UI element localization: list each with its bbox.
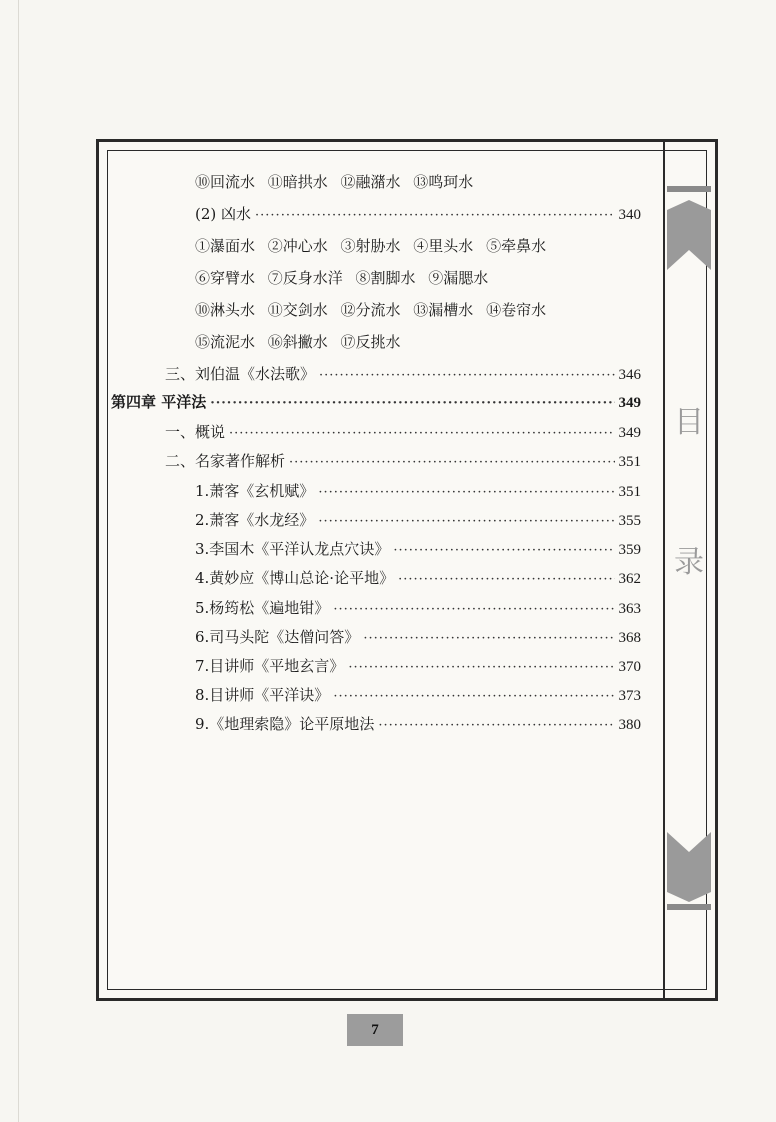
toc-entry-label: 3.李国木《平洋认龙点穴诀》 xyxy=(195,540,390,558)
leader-dots xyxy=(319,364,614,388)
toc-line-ji-shui-cont: ⑩回流水 ⑪暗拱水 ⑫融潴水 ⑬鸣珂水 xyxy=(195,173,474,191)
toc-entry xyxy=(195,625,641,649)
toc-entry xyxy=(165,420,641,444)
toc-line-xiong-shui-3: ⑩淋头水 ⑪交剑水 ⑫分流水 ⑬漏槽水 ⑭卷帘水 xyxy=(195,301,547,319)
toc-entry-label: 4.黄妙应《博山总论·论平地》 xyxy=(195,569,395,587)
side-tab-char-mu: 目 xyxy=(674,405,704,440)
leader-dots xyxy=(333,685,614,709)
toc-entry-page: 368 xyxy=(618,630,641,646)
leader-dots xyxy=(318,481,614,505)
toc-entry-page: 370 xyxy=(618,659,641,675)
toc-entry xyxy=(195,508,641,532)
page-number: 7 xyxy=(347,1014,403,1046)
toc-entry xyxy=(165,362,641,386)
leader-dots xyxy=(255,204,614,228)
scan-edge-left xyxy=(18,0,19,1122)
toc-entry-label: 9.《地理索隐》论平原地法 xyxy=(195,715,375,733)
leader-dots xyxy=(210,392,614,416)
toc-entry xyxy=(195,596,641,620)
toc-entry-page: 351 xyxy=(618,484,641,500)
toc-entry xyxy=(195,712,641,736)
toc-entry-label: 三、刘伯温《水法歌》 xyxy=(165,365,316,383)
side-tab-char-lu: 录 xyxy=(674,545,704,580)
leader-dots xyxy=(363,627,614,651)
toc-entry-page: 363 xyxy=(618,601,641,617)
toc-entry-label: 7.目讲师《平地玄言》 xyxy=(195,657,345,675)
toc-entry xyxy=(195,566,641,590)
toc-entry-page: 380 xyxy=(618,717,641,733)
toc-entry-page: 359 xyxy=(618,542,641,558)
toc-line-xiong-shui-1: ①瀑面水 ②冲心水 ③射胁水 ④里头水 ⑤牵鼻水 xyxy=(195,237,547,255)
toc-entry-page: 346 xyxy=(618,367,641,383)
toc-entry-page: 349 xyxy=(618,425,641,441)
toc-entry-label: 5.杨筠松《遍地钳》 xyxy=(195,599,330,617)
leader-dots xyxy=(289,451,614,475)
toc-entry-page: 349 xyxy=(618,395,641,411)
leader-dots xyxy=(333,598,614,622)
leader-dots xyxy=(318,510,614,534)
toc-entry-label: 6.司马头陀《达僧问答》 xyxy=(195,628,360,646)
toc-entry-label: (2) 凶水 xyxy=(195,205,252,223)
side-band-top xyxy=(667,186,711,192)
chevron-up-icon xyxy=(667,200,711,270)
leader-dots xyxy=(378,714,614,738)
toc-line-xiong-shui-2: ⑥穿臂水 ⑦反身水洋 ⑧割脚水 ⑨漏腮水 xyxy=(195,269,489,287)
toc-chapter-entry xyxy=(111,390,641,414)
leader-dots xyxy=(393,539,614,563)
toc-frame xyxy=(96,139,718,1001)
toc-entry-label: 二、名家著作解析 xyxy=(165,452,286,470)
toc-entry-page: 340 xyxy=(618,207,641,223)
toc-line-xiong-shui-4: ⑮流泥水 ⑯斜撇水 ⑰反挑水 xyxy=(195,333,401,351)
side-divider xyxy=(663,142,665,998)
chevron-down-icon xyxy=(667,832,711,902)
toc-entry xyxy=(195,537,641,561)
toc-entry xyxy=(165,449,641,473)
toc-entry-label: 一、概说 xyxy=(165,423,226,441)
toc-entry-label: 8.目讲师《平洋诀》 xyxy=(195,686,330,704)
toc-entry xyxy=(195,654,641,678)
toc-entry xyxy=(195,683,641,707)
leader-dots xyxy=(398,568,614,592)
toc-entry-label: 2.萧客《水龙经》 xyxy=(195,511,315,529)
toc-entry-label: 第四章 平洋法 xyxy=(111,393,207,411)
toc-entry-page: 355 xyxy=(618,513,641,529)
toc-entry-page: 362 xyxy=(618,571,641,587)
toc-entry xyxy=(195,202,641,226)
toc-entry-page: 373 xyxy=(618,688,641,704)
toc-entry xyxy=(195,479,641,503)
toc-entry-label: 1.萧客《玄机赋》 xyxy=(195,482,315,500)
leader-dots xyxy=(348,656,614,680)
leader-dots xyxy=(229,422,614,446)
toc-entry-page: 351 xyxy=(618,454,641,470)
side-band-bottom xyxy=(667,904,711,910)
